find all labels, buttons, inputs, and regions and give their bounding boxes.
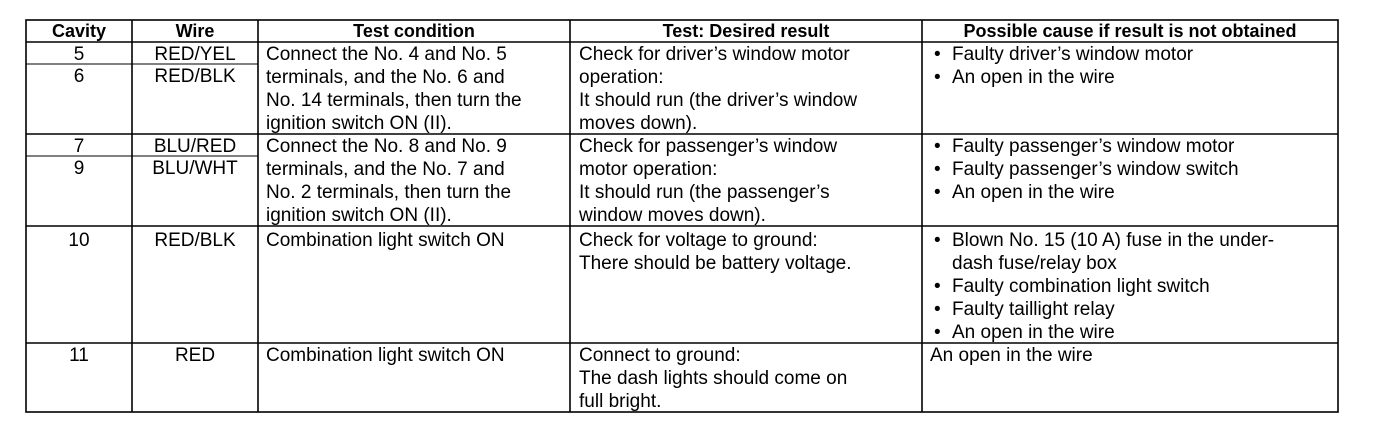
list-item-continuation: dash fuse/relay box [952,253,1117,274]
wire-cell: RED [174,345,216,366]
cavity-cell: 9 [73,158,85,179]
test-condition-cell: Connect the No. 4 and No. 5 terminals, and the No. 6 and No. 14 terminals, then turn the ignition switch ON (II). [266,44,522,134]
list-item: • Faulty combination light switch [930,275,1274,298]
cavity-cell: 6 [73,66,85,87]
cavity-cell: 11 [69,345,89,366]
wire-cell: RED/BLK [154,230,236,251]
possible-cause-list [930,43,1193,89]
header-wire: Wire [175,21,215,41]
list-item: • An open in the wire [930,321,1274,344]
cavity-cell: 10 [68,230,90,251]
possible-cause-list [930,229,1274,344]
desired-result-cell: Connect to ground: The dash lights should come on full bright. [579,345,848,412]
test-condition-cell: Combination light switch ON [266,345,505,366]
list-item: • Faulty passenger’s window motor [930,135,1239,158]
list-item: • An open in the wire [930,181,1239,204]
header-test-condition: Test condition [353,21,475,41]
possible-cause-cell: An open in the wire [930,345,1093,366]
wire-cell: RED/BLK [154,66,236,87]
test-condition-cell: Connect the No. 8 and No. 9 terminals, and the No. 7 and No. 2 terminals, then turn the ignition switch ON (II). [266,136,512,226]
list-item: • Faulty taillight relay [930,298,1274,321]
possible-cause-list [930,135,1239,204]
wire-cell: BLU/WHT [152,158,238,179]
list-item: • Blown No. 15 (10 A) fuse in the under- [930,229,1274,252]
list-item: • Faulty passenger’s window switch [930,158,1239,181]
test-condition-cell: Combination light switch ON [266,230,505,251]
desired-result-cell: Check for driver’s window motor operation: It should run (the driver’s window moves down). [579,44,858,134]
wire-cell: RED/YEL [154,44,236,65]
cavity-cell: 5 [73,44,85,65]
wire-cell: BLU/RED [153,136,237,157]
desired-result-cell: Check for voltage to ground: There should be battery voltage. [579,230,852,274]
list-item: • Faulty driver’s window motor [930,43,1193,66]
header-cavity: Cavity [51,21,107,41]
cavity-cell: 7 [73,136,85,157]
desired-result-cell: Check for passenger’s window motor operation: It should run (the passenger’s window moves down). [579,136,838,226]
list-item: • An open in the wire [930,66,1193,89]
header-possible-cause: Possible cause if result is not obtained [963,21,1297,41]
header-desired-result: Test: Desired result [662,21,830,41]
